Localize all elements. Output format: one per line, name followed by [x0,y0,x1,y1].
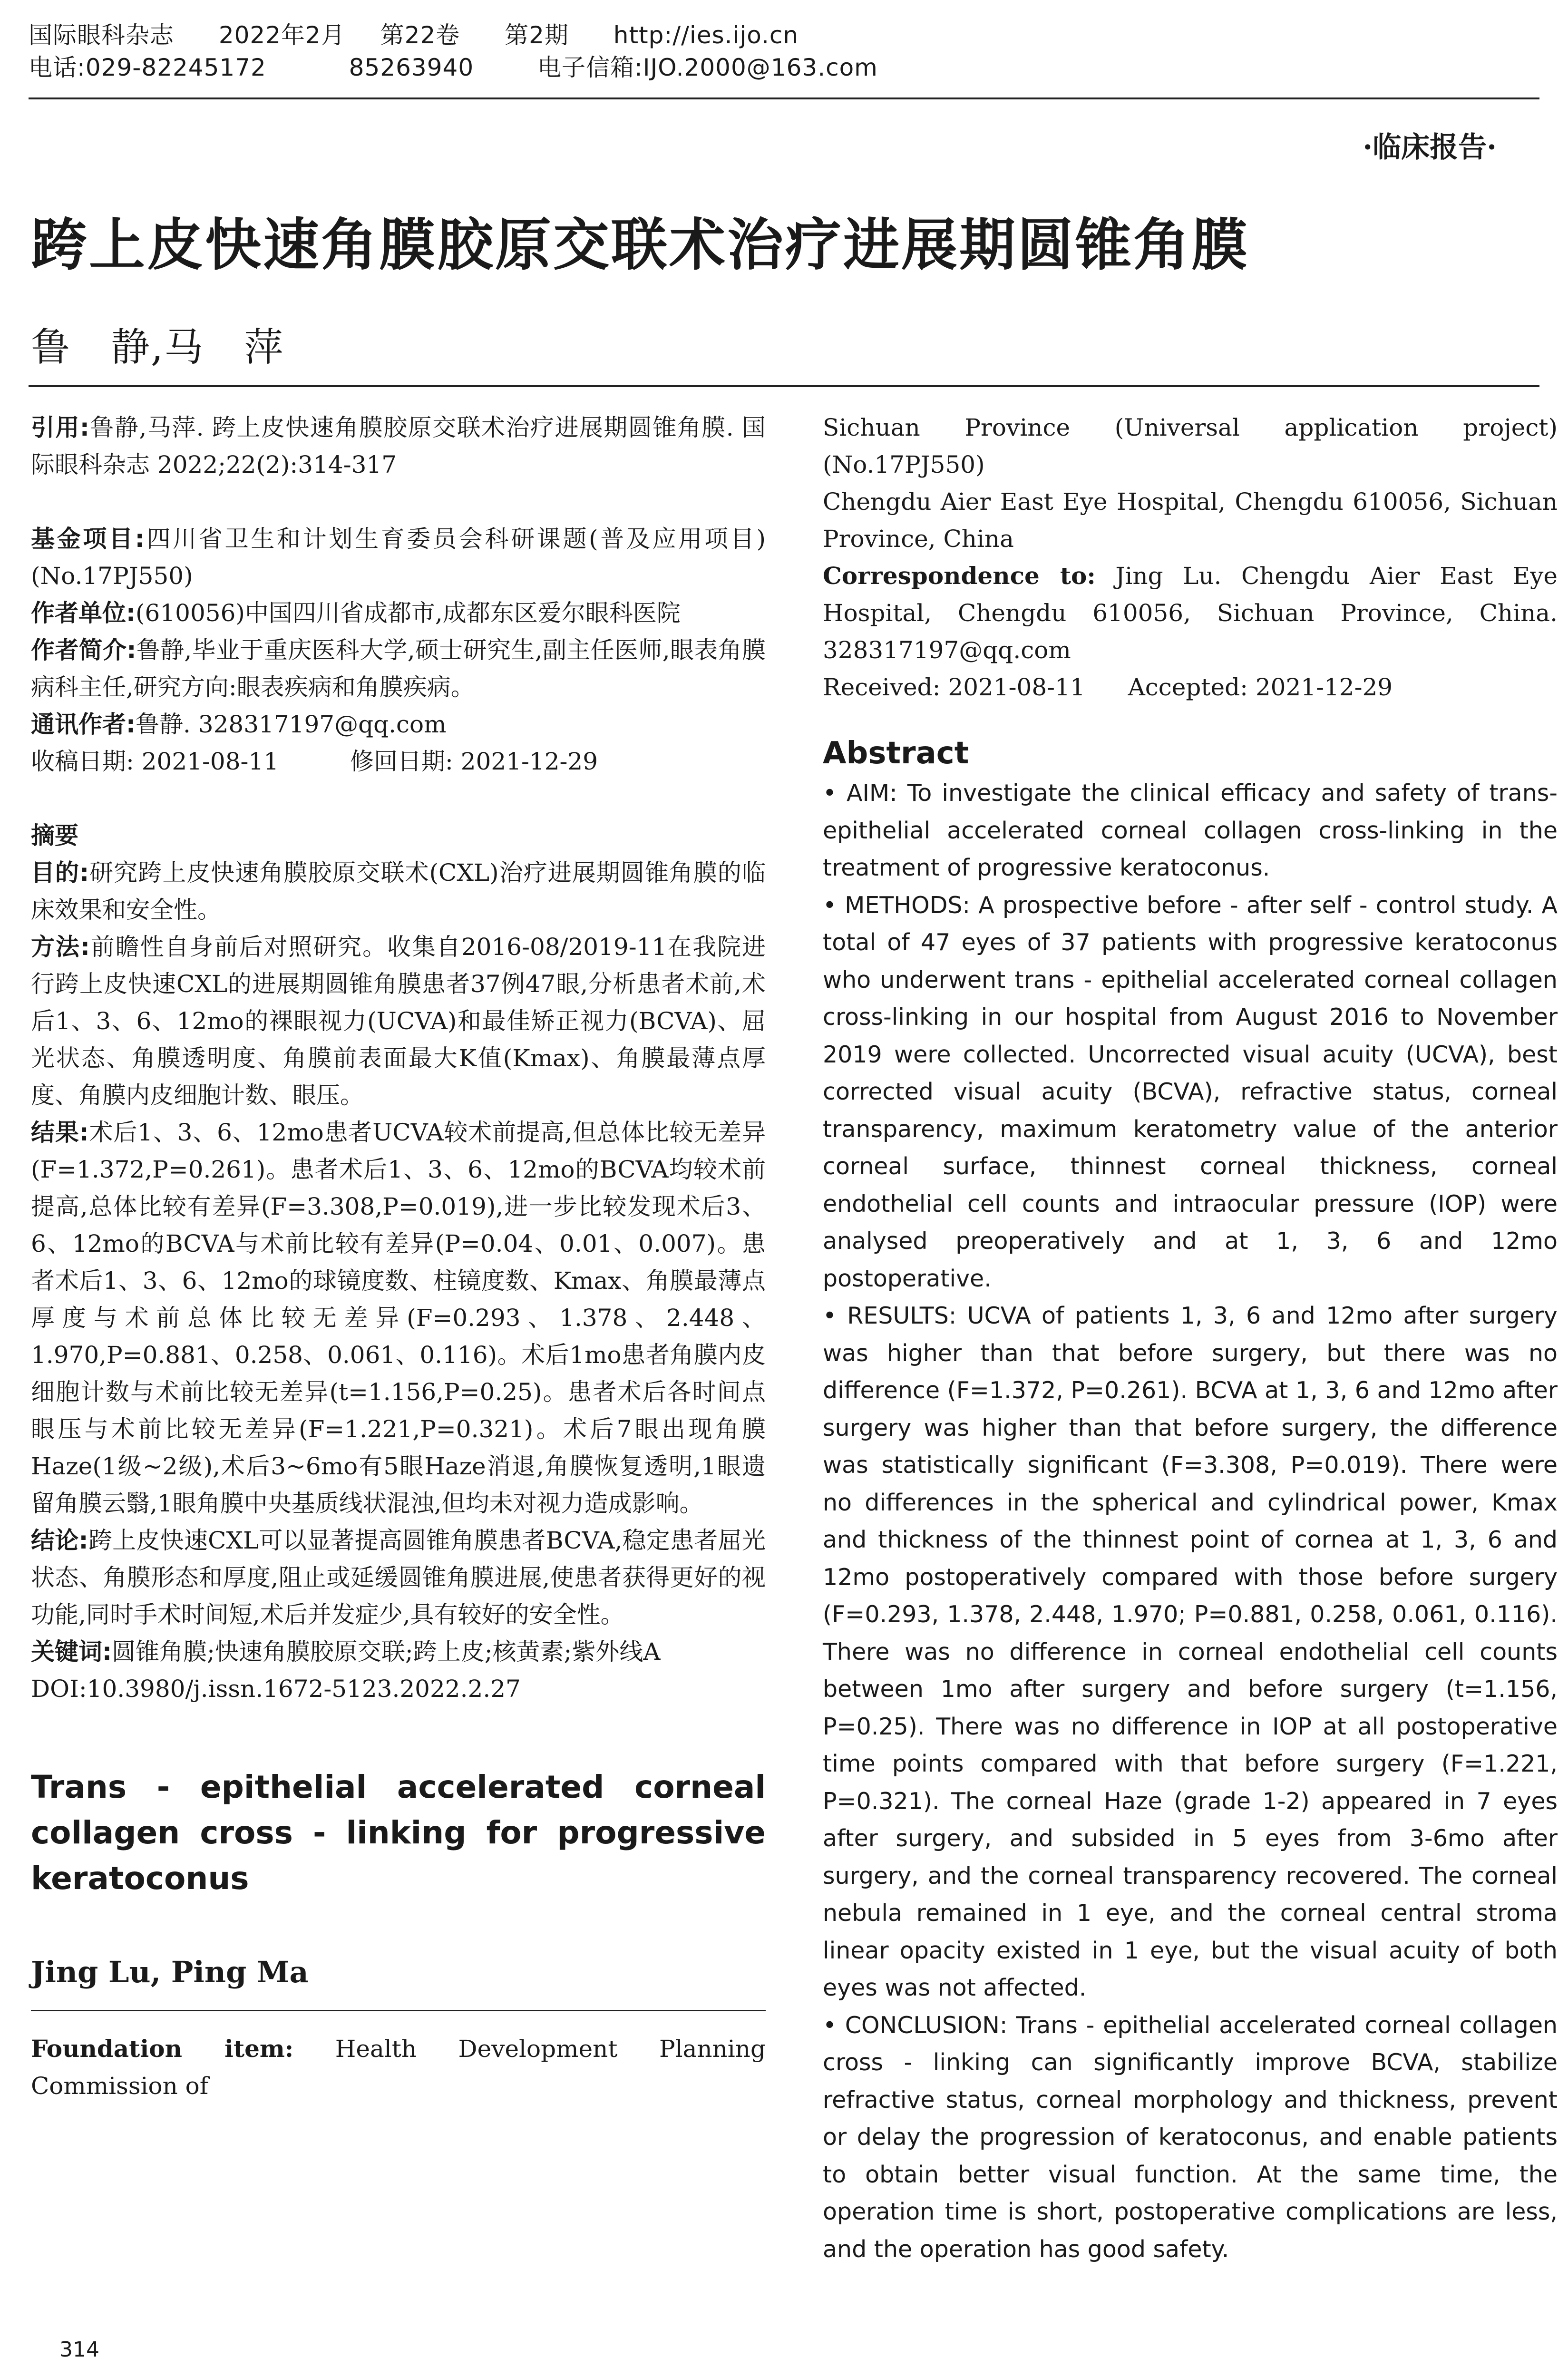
conclusion-label-en: • CONCLUSION: [823,2011,1008,2039]
author-bio [31,632,766,706]
article-title-cn: 跨上皮快速角膜胶原交联术治疗进展期圆锥角膜 [31,212,1250,278]
page-number: 314 [59,2338,99,2362]
corresponding-author [31,706,766,743]
author-rule [31,2010,766,2011]
correspondence-text: Jing Lu. Chengdu Aier East Eye Hospital, Chengdu 610056, Sichuan Province, China. 328317197@qq.com [823,562,1558,664]
results-cn [31,1114,766,1522]
journal-email[interactable]: 电子信箱:IJO.2000@163.com [537,54,878,81]
methods-text-cn: 前瞻性自身前后对照研究。收集自2016-08/2019-11在我院进行跨上皮快速CXL的进展期圆锥角膜患者37例47眼,分析患者术前,术后1、3、6、12mo的裸眼视力(UCVA)和最佳矫正视力(BCVA)、屈光状态、角膜透明度、角膜前表面最大K值(Kmax)、角膜最薄点厚度、角膜内皮细胞计数、眼压。 [31,933,766,1109]
conclusion-cn [31,1522,766,1633]
conclusion-text-en: Trans - epithelial accelerated corneal collagen cross - linking can significantly improve BCVA, stabilize refractive status, corneal morphology and thickness, prevent or delay the progression of keratoconus, and enable patients to obtain better visual function. At the same time, the operation time is short, postoperative complications are less, and the operation has good safety. [823,2011,1558,2263]
results-label-cn: 结果: [31,1119,89,1146]
journal-name: 国际眼科杂志 [29,21,174,49]
results-en [823,1297,1558,2007]
conclusion-label-cn: 结论: [31,1527,88,1554]
corr-text: 鲁静. 328317197@qq.com [136,711,447,738]
doi[interactable]: DOI:10.3980/j.issn.1672-5123.2022.2.27 [31,1675,521,1703]
bio-text: 鲁静,毕业于重庆医科大学,硕士研究生,副主任医师,眼表角膜病科主任,研究方向:眼表疾病和角膜疾病。 [31,636,766,701]
authors-cn: 鲁 静,马 萍 [31,325,284,370]
spacer [31,483,766,520]
correspondence-en [823,557,1558,669]
dates-en [823,669,1558,706]
results-label-en: • RESULTS: [823,1302,957,1329]
spacer [31,780,766,817]
issue-date: 2022年2月 [218,21,345,49]
foundation-text: Health Development Planning Commission of [31,2035,766,2100]
journal-header [29,19,1539,84]
abstract-heading-en: Abstract [823,736,969,771]
bio-label: 作者简介: [31,636,136,664]
revised-date-cn: 修回日期: 2021-12-29 [350,748,598,775]
foundation-label: Foundation item: [31,2035,294,2063]
conclusion-text-cn: 跨上皮快速CXL可以显著提高圆锥角膜患者BCVA,稳定患者屈光状态、角膜形态和厚度,阻止或延缓圆锥角膜进展,使患者获得更好的视功能,同时手术时间短,术后并发症少,具有较好的安全性。 [31,1527,766,1628]
section-tag: ·临床报告· [1363,131,1497,164]
corr-label: 通讯作者: [31,711,136,738]
title-rule [29,385,1539,387]
right-column [823,409,1558,2268]
author-unit [31,594,766,632]
aim-text-en: To investigate the clinical efficacy and safety of trans-epithelial accelerated corneal collagen cross-linking in the treatment of progressive keratoconus. [823,779,1558,881]
spacer [31,1991,766,2010]
aim-label-en: • AIM: [823,779,897,807]
aim-text-cn: 研究跨上皮快速角膜胶原交联术(CXL)治疗进展期圆锥角膜的临床效果和安全性。 [31,859,766,924]
citation-label: 引用: [31,414,89,441]
fund-label: 基金项目: [31,525,145,553]
conclusion-en [823,2007,1558,2269]
fund [31,520,766,594]
keywords-label-cn: 关键词: [31,1638,112,1666]
left-column [31,409,766,2104]
spacer [31,1901,766,1954]
spacer [823,706,1558,732]
phone: 电话:029-82245172 [29,54,266,81]
citation-text: 鲁静,马萍. 跨上皮快速角膜胶原交联术治疗进展期圆锥角膜. 国际眼科杂志 2022;22(2):314-317 [31,414,766,478]
header-line-2 [29,51,878,84]
phone-2: 85263940 [349,54,474,81]
received-date-en: Received: 2021-08-11 [823,673,1085,701]
correspondence-label: Correspondence to: [823,562,1096,590]
spacer [31,1707,766,1764]
issue-number: 第2期 [505,21,569,49]
fund-text: 四川省卫生和计划生育委员会科研课题(普及应用项目)(No.17PJ550) [31,525,766,590]
methods-en [823,887,1558,1298]
affiliation-en: Chengdu Aier East Eye Hospital, Chengdu 610056, Sichuan Province, China [823,488,1558,553]
citation [31,409,766,483]
journal-url[interactable]: http://ies.ijo.cn [613,21,799,49]
volume: 第22卷 [380,21,460,49]
keywords-cn [31,1633,766,1670]
methods-cn [31,928,766,1114]
received-date-cn: 收稿日期: 2021-08-11 [31,748,279,775]
dates-cn [31,743,766,780]
methods-label-en: • METHODS: [823,891,971,919]
header-line-1 [29,19,799,51]
authors-en: Jing Lu, Ping Ma [31,1955,309,1989]
unit-label: 作者单位: [31,599,136,627]
accepted-date-en: Accepted: 2021-12-29 [1128,673,1393,701]
article-title-en: Trans - epithelial accelerated corneal collagen cross - linking for progressive keratoconus [31,1769,766,1897]
keywords-text-cn: 圆锥角膜;快速角膜胶原交联;跨上皮;核黄素;紫外线A [112,1638,661,1666]
aim-en [823,775,1558,887]
results-text-cn: 术后1、3、6、12mo患者UCVA较术前提高,但总体比较无差异(F=1.372,P=0.261)。患者术后1、3、6、12mo的BCVA均较术前提高,总体比较有差异(F=3.308,P=0.019),进一步比较发现术后3、6、12mo的BCVA与术前比较有差异(P=0.04、0.01、0.007)。患者术后1、3、6、12mo的球镜度数、柱镜度数、Kmax、角膜最薄点厚度与术前总体比较无差异(F=0.293、1.378、2.448、1.970,P=0.881、0.258、0.061、0.116)。术后1mo患者角膜内皮细胞计数与术前比较无差异(t=1.156,P=0.25)。患者术后各时间点眼压与术前比较无差异(F=1.221,P=0.321)。术后7眼出现角膜Haze(1级~2级),术后3~6mo有5眼Haze消退,角膜恢复透明,1眼遗留角膜云翳,1眼角膜中央基质线状混浊,但均未对视力造成影响。 [31,1119,766,1517]
methods-text-en: A prospective before - after self - control study. A total of 47 eyes of 37 patients with progressive keratoconus who underwent trans - epithelial accelerated corneal collagen cross-linking in our hospital from August 2016 to November 2019 were collected. Uncorrected visual acuity (UCVA), best corrected visual acuity (BCVA), refractive status, corneal transparency, maximum keratometry value of the anterior corneal surface, thinnest corneal thickness, corneal endothelial cell counts and intraocular pressure (IOP) were analysed preoperatively and at 1, 3, 6 and 12mo postoperative. [823,891,1558,1292]
aim-cn [31,854,766,928]
foundation-continued: Sichuan Province (Universal application project) (No.17PJ550) [823,414,1558,478]
unit-text: (610056)中国四川省成都市,成都东区爱尔眼科医院 [136,599,681,627]
aim-label-cn: 目的: [31,859,89,887]
foundation-item [31,2030,766,2104]
header-rule [29,97,1539,99]
methods-label-cn: 方法: [31,933,90,961]
abstract-label-cn: 摘要 [31,822,78,849]
results-text-en: UCVA of patients 1, 3, 6 and 12mo after surgery was higher than that before surgery, but there was no difference (F=1.372, P=0.261). BCVA at 1, 3, 6 and 12mo after surgery was higher than that before surgery, the difference was statistically significant (F=3.308, P=0.019). There were no differences in the spherical and cylindrical power, Kmax and thickness of the thinnest point of cornea at 1, 3, 6 and 12mo postoperatively compared with those before surgery (F=0.293, 1.378, 2.448, 1.970; P=0.881, 0.258, 0.061, 0.116). There was no difference in corneal endothelial cell counts between 1mo after surgery and before surgery (t=1.156, P=0.25). There was no difference in IOP at all postoperative time points compared with that before surgery (F=1.221, P=0.321). The corneal Haze (grade 1-2) appeared in 7 eyes after surgery, and subsided in 5 eyes from 3-6mo after surgery, and the corneal transparency recovered. The corneal nebula remained in 1 eye, and the corneal central stroma linear opacity existed in 1 eye, but the visual acuity of both eyes was not affected. [823,1302,1558,2001]
